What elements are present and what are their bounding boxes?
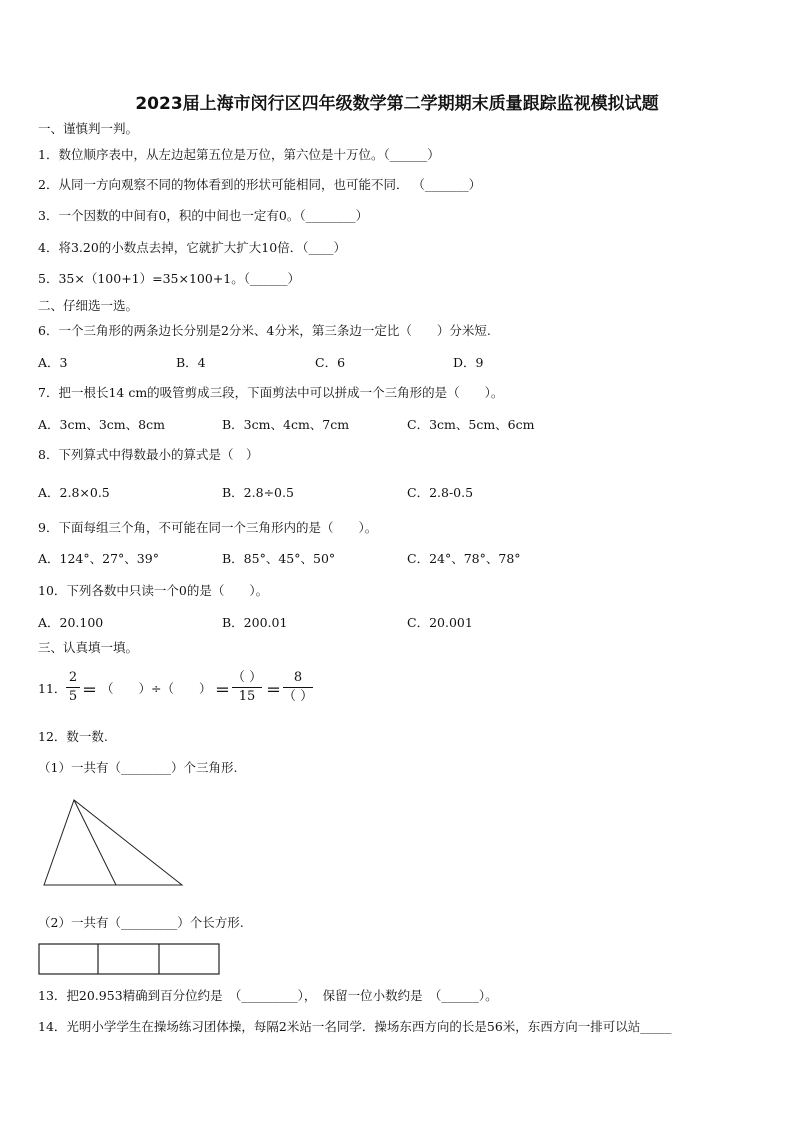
section-heading-fill: 三、认真填一填。 bbox=[38, 640, 139, 655]
fraction-bar bbox=[283, 687, 313, 688]
q6-option-a: A．3 bbox=[38, 355, 68, 370]
q11-fraction-blank-15 bbox=[232, 670, 262, 705]
q11-division-blank: （ ）÷（ ） bbox=[101, 681, 212, 696]
rectangles-figure bbox=[38, 943, 222, 977]
q10-option-c: C．20.001 bbox=[407, 615, 473, 630]
fraction-bar bbox=[232, 687, 262, 688]
page-title: 2023届上海市闵行区四年级数学第二学期期末质量跟踪监视模拟试题 bbox=[135, 94, 659, 114]
outer-rectangle bbox=[39, 944, 219, 974]
q11-equals-1: ＝ bbox=[82, 681, 98, 699]
question-14: 14．光明小学学生在操场练习团体操，每隔2米站一名同学．操场东西方向的长是56米，东西方向一排可以站_____ bbox=[38, 1019, 672, 1034]
question-10: 10．下列各数中只读一个0的是（ ）。 bbox=[38, 583, 269, 598]
q7-option-b: B．3cm、4cm、7cm bbox=[222, 417, 350, 432]
outer-triangle bbox=[44, 800, 182, 885]
question-2: 2．从同一方向观察不同的物体看到的形状可能相同，也可能不同． （_______） bbox=[38, 177, 482, 192]
q10-option-b: B．200.01 bbox=[222, 615, 288, 630]
question-8: 8．下列算式中得数最小的算式是（ ） bbox=[38, 447, 259, 462]
q8-option-c: C．2.8-0.5 bbox=[407, 485, 474, 500]
q11-fraction-8-blank bbox=[283, 670, 313, 705]
q11-equals-3: ＝ bbox=[266, 681, 282, 699]
question-12-part-2: （2）一共有（_________）个长方形. bbox=[38, 915, 244, 930]
q11-frac1-numerator: 2 bbox=[68, 670, 78, 685]
q11-fraction-2-5 bbox=[66, 670, 80, 705]
triangle-figure bbox=[40, 795, 188, 889]
q11-frac3-numerator: 8 bbox=[293, 670, 303, 685]
q6-option-d: D．9 bbox=[453, 355, 484, 370]
section-heading-judge: 一、谨慎判一判。 bbox=[38, 121, 139, 136]
q7-option-a: A．3cm、3cm、8cm bbox=[38, 417, 165, 432]
q9-option-a: A．124°、27°、39° bbox=[38, 551, 159, 566]
q11-equals-2: ＝ bbox=[215, 681, 231, 699]
question-13: 13．把20.953精确到百分位约是 （_________）， 保留一位小数约是 （______）。 bbox=[38, 988, 498, 1003]
q11-frac2-numerator: （ ） bbox=[232, 670, 263, 685]
fraction-bar bbox=[66, 687, 80, 688]
question-6: 6．一个三角形的两条边长分别是2分米、4分米，第三条边一定比（ ）分米短. bbox=[38, 323, 491, 338]
q8-option-b: B．2.8÷0.5 bbox=[222, 485, 294, 500]
q6-option-c: C．6 bbox=[315, 355, 346, 370]
q11-frac1-denominator: 5 bbox=[68, 689, 78, 704]
question-11-label: 11． bbox=[38, 681, 67, 696]
question-9: 9．下面每组三个角，不可能在同一个三角形内的是（ ）。 bbox=[38, 520, 378, 535]
question-4: 4．将3.20的小数点去掉，它就扩大扩大10倍．（____） bbox=[38, 240, 346, 255]
q10-option-a: A．20.100 bbox=[38, 615, 104, 630]
question-7: 7．把一根长14 cm的吸管剪成三段，下面剪法中可以拼成一个三角形的是（ ）。 bbox=[38, 385, 504, 400]
q9-option-b: B．85°、45°、50° bbox=[222, 551, 336, 566]
question-3: 3．一个因数的中间有0，积的中间也一定有0。（________） bbox=[38, 208, 369, 223]
q11-frac2-denominator: 15 bbox=[238, 689, 256, 704]
q6-option-b: B．4 bbox=[176, 355, 206, 370]
question-5: 5．35×（100+1）=35×100+1。（______） bbox=[38, 271, 301, 286]
question-12-part-1: （1）一共有（________）个三角形. bbox=[38, 760, 238, 775]
q11-frac3-denominator: （ ） bbox=[283, 689, 314, 704]
question-1: 1．数位顺序表中，从左边起第五位是万位，第六位是十万位。（______） bbox=[38, 147, 440, 162]
question-12: 12．数一数. bbox=[38, 729, 108, 744]
q7-option-c: C．3cm、5cm、6cm bbox=[407, 417, 535, 432]
section-heading-choice: 二、仔细选一选。 bbox=[38, 298, 139, 313]
q9-option-c: C．24°、78°、78° bbox=[407, 551, 521, 566]
inner-segment bbox=[74, 800, 116, 885]
q8-option-a: A．2.8×0.5 bbox=[38, 485, 110, 500]
